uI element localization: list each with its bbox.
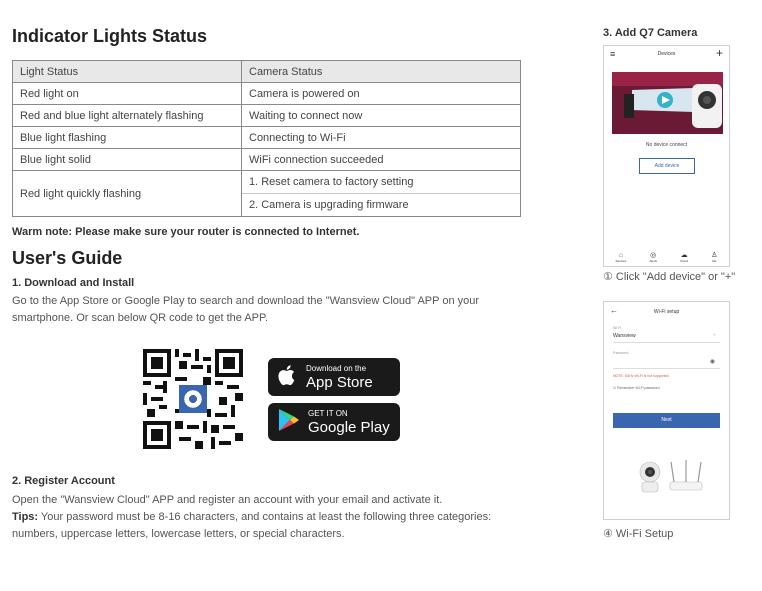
google-play-icon — [278, 408, 300, 437]
user-icon: ♙ — [711, 252, 718, 259]
table-row — [13, 83, 521, 105]
apple-icon — [278, 363, 298, 392]
next-button[interactable]: Next — [613, 413, 720, 428]
plus-icon[interactable]: + — [715, 46, 723, 60]
light-cell: Blue light flashing — [13, 127, 242, 149]
camera-subline: 1. Reset camera to factory setting — [242, 171, 520, 194]
app-store-badge[interactable] — [268, 358, 400, 396]
tips-text: Your password must be 8-16 characters, and contains at least the following three categories: numbers, uppercase letters, lowercase letters, or special characters. — [12, 511, 492, 540]
nav-label: Me — [712, 259, 717, 263]
password-label: Password — [613, 351, 629, 355]
phone-screen-wifi-setup — [603, 301, 730, 520]
camera-cell — [242, 171, 521, 217]
eye-icon[interactable]: ◉ — [709, 359, 715, 365]
nav-label: Alerts — [649, 259, 658, 263]
step1-title: 1. Download and Install — [12, 277, 135, 289]
light-cell: Red light quickly flashing — [13, 171, 242, 217]
nav-me[interactable] — [711, 251, 717, 263]
step2-title: 2. Register Account — [12, 475, 115, 487]
cloud-icon: ☁ — [680, 252, 688, 259]
step2-text: Open the "Wansview Cloud" APP and register an account with your email and activate it. — [12, 494, 443, 506]
header-camera-status: Camera Status — [242, 61, 521, 83]
warm-note: Warm note: Please make sure your router is connected to Internet. — [12, 226, 360, 238]
remember-password-checkbox[interactable] — [613, 386, 660, 390]
divider — [613, 342, 720, 343]
wifi-setup-header: Wi-Fi setup — [653, 309, 680, 315]
bottom-nav — [604, 250, 729, 264]
table-row — [13, 149, 521, 171]
password-input-line[interactable] — [613, 368, 720, 369]
add-device-button[interactable]: Add device — [639, 158, 695, 174]
nav-cloud[interactable] — [680, 251, 688, 263]
header-light-status: Light Status — [13, 61, 242, 83]
light-cell: Red light on — [13, 83, 242, 105]
google-play-badge[interactable] — [268, 403, 400, 441]
wifi-value[interactable]: Wansview — [613, 333, 636, 339]
camera-cell: Waiting to connect now — [242, 105, 521, 127]
right-title: 3. Add Q7 Camera — [603, 27, 698, 39]
appstore-big-text: App Store — [306, 373, 373, 391]
camera-subline: 2. Camera is upgrading firmware — [249, 199, 409, 211]
camera-cell: WiFi connection succeeded — [242, 149, 521, 171]
table-row — [13, 171, 521, 217]
check-icon: ☑ — [613, 386, 617, 390]
caption-wifi-setup: ④ Wi-Fi Setup — [603, 528, 674, 540]
phone-screen-devices — [603, 45, 730, 267]
nav-alerts[interactable] — [649, 251, 657, 263]
tips-paragraph — [12, 509, 522, 543]
devices-header: Devices — [657, 51, 676, 57]
back-arrow-icon[interactable]: ← — [610, 306, 618, 315]
qr-code[interactable] — [143, 349, 243, 449]
camera-cell: Connecting to Wi-Fi — [242, 127, 521, 149]
camera-router-image — [636, 458, 706, 494]
no-device-text: No device connect — [645, 142, 688, 148]
camera-banner-image — [612, 72, 723, 134]
nav-devices[interactable] — [616, 252, 627, 263]
indicator-title: Indicator Lights Status — [12, 26, 208, 46]
wifi-label: Wi-Fi — [613, 326, 622, 330]
nav-label: Devices — [615, 258, 627, 263]
light-cell: Blue light solid — [13, 149, 242, 171]
wifi-note: NOTE: 5GHz Wi-Fi is not supported — [613, 374, 669, 378]
nav-label: Cloud — [680, 259, 688, 263]
caption-add-device: ① Click "Add device" or "+" — [603, 271, 736, 283]
googleplay-small-text: GET IT ON — [308, 408, 348, 418]
googleplay-big-text: Google Play — [308, 418, 390, 436]
camera-cell: Camera is powered on — [242, 83, 521, 105]
remember-label: Remember Wi-Fi password — [617, 386, 660, 390]
menu-icon[interactable]: ≡ — [610, 49, 616, 59]
appstore-small-text: Download on the — [306, 363, 367, 373]
bell-icon: ◎ — [650, 252, 657, 259]
light-cell: Red and blue light alternately flashing — [13, 105, 242, 127]
step1-text: Go to the App Store or Google Play to search and download the "Wansview Cloud" APP on your smartphone. Or scan below QR code to get the APP. — [12, 295, 480, 324]
indicator-table — [12, 60, 521, 217]
table-row — [13, 105, 521, 127]
table-header-row — [13, 61, 521, 83]
home-icon: ⌂ — [618, 251, 624, 259]
chevron-right-icon[interactable]: › — [713, 332, 715, 338]
tips-label: Tips: — [12, 511, 39, 523]
table-row — [13, 127, 521, 149]
guide-title: User's Guide — [12, 248, 123, 268]
